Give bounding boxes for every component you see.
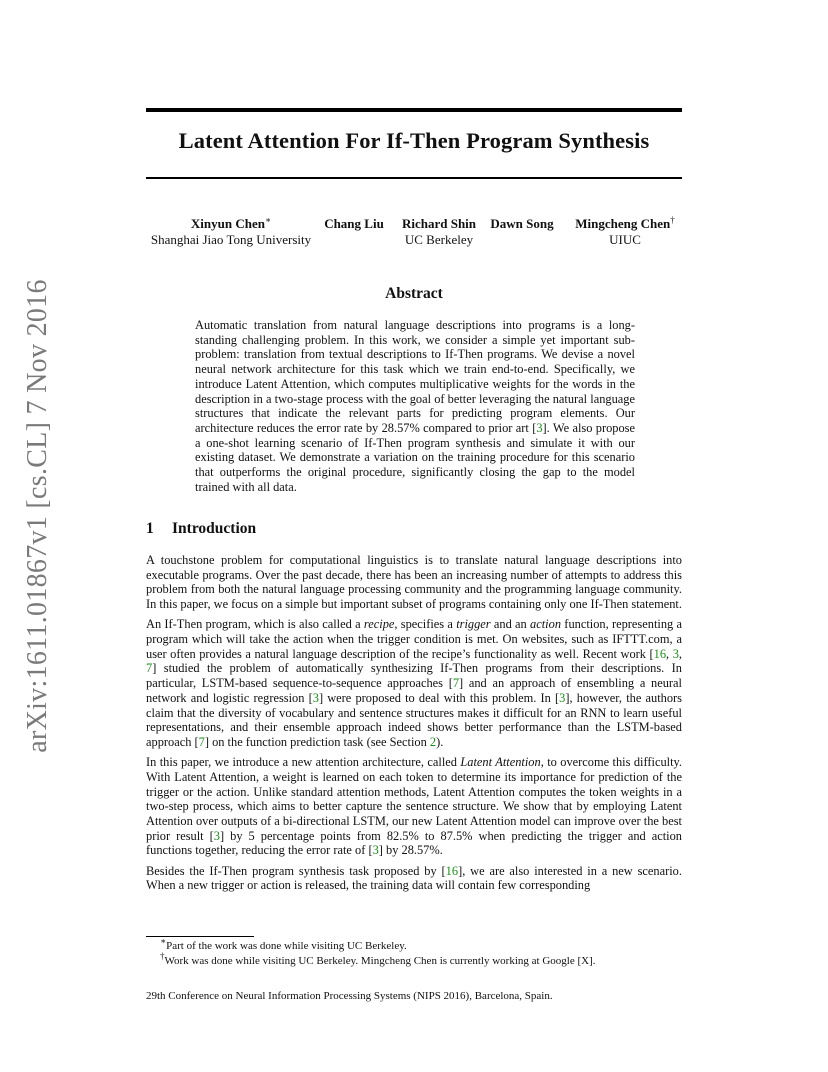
author-block-3 <box>395 216 483 248</box>
citation-link[interactable]: 7 <box>198 734 205 749</box>
abstract-heading: Abstract <box>385 285 443 302</box>
author-name: Chang Liu <box>324 216 384 231</box>
author-footnote-mark: † <box>670 215 675 225</box>
emphasis: trigger <box>456 617 491 632</box>
citation-link[interactable]: 3 <box>312 690 319 705</box>
author-name: Xinyun Chen∗ <box>190 215 272 231</box>
citation-link[interactable]: 7 <box>452 676 460 691</box>
emphasis: recipe <box>363 617 395 632</box>
venue-footer: 29th Conference on Neural Information Processing Systems (NIPS 2016), Barcelona, Spain. <box>146 990 553 1002</box>
section-title: Introduction <box>172 520 257 537</box>
author-affiliation: UIUC <box>609 232 641 247</box>
citation-link[interactable]: 7 <box>146 661 153 676</box>
section-heading-introduction <box>146 520 256 538</box>
author-footnote-mark: ∗ <box>264 215 272 225</box>
footnote-text: Work was done while visiting UC Berkeley. Mingcheng Chen is currently working at Google [X]. <box>164 955 596 967</box>
introduction-body <box>146 553 682 898</box>
citation-link[interactable]: 3 <box>372 843 379 858</box>
author-block-1 <box>140 216 322 248</box>
paragraph: Besides the If-Then program synthesis task proposed by [16], we are also interested in a new scenario. When a new trigger or action is released, the training data will contain few corresponding <box>146 863 682 893</box>
paragraph: An If-Then program, which is also called a recipe, specifies a trigger and an action function, representing a program which will take the action when the trigger condition is met. On websites, such as IFTTT.com, a user often provides a natural language description of the recipe’s functionality as well. Recent work [16, 3, 7] studied the problem of automatically synthesizing If-Then programs from their descriptions. In particular, LSTM-based sequence-to-sequence approaches [7] and an approach of ensembling a neural network and logistic regression [3] were proposed to deal with this problem. In [3], however, the authors claim that the diversity of vocabulary and sentence structures makes it difficult for an RNN to learn useful representations, and their ensemble approach indeed shows better performance than the LSTM-based approach [7] on the function prediction task (see Section 2). <box>146 617 683 749</box>
footnote-2 <box>160 951 596 968</box>
title-top-rule <box>146 108 682 112</box>
author-block-2 <box>321 216 387 232</box>
paragraph: A touchstone problem for computational linguistics is to translate natural language descriptions into executable programs. Over the past decade, there has been an increasing number of attempts to address this problem from both the natural language processing community and the programming language community. In this paper, we focus on a simple but important subset of programs containing only one If-Then statement. <box>146 553 682 612</box>
citation-link[interactable]: 3 <box>213 828 220 843</box>
section-reference-link[interactable]: 2 <box>429 734 437 749</box>
citation-link[interactable]: 16 <box>445 863 459 878</box>
author-block-4 <box>486 216 558 232</box>
author-affiliation: Shanghai Jiao Tong University <box>150 232 312 247</box>
emphasis: Latent Attention <box>460 755 541 770</box>
arxiv-identifier-text: arXiv:1611.01867v1 [cs.CL] 7 Nov 2016 <box>22 279 53 753</box>
citation-link[interactable]: 3 <box>536 420 543 435</box>
footnote-text: Part of the work was done while visiting UC Berkeley. <box>166 940 407 952</box>
author-name: Richard Shin <box>401 216 477 231</box>
section-number: 1 <box>146 520 154 537</box>
citation-link[interactable]: 3 <box>672 646 679 661</box>
abstract-text: Automatic translation from natural language descriptions into programs is a long-standing challenging problem. In this work, we consider a simple yet important sub-problem: translation from textual descriptions to If-Then programs. We devise a novel neural network architecture for this task which we train end-to-end. Specifically, we introduce Latent Attention, which computes multiplicative weights for the words in the description in a two-stage process with the goal of better leveraging the natural language structures that indicate the relevant parts for predicting program elements. Our architecture reduces the error rate by 28.57% compared to prior art [3]. We also propose a one-shot learning scenario of If-Then program synthesis and simulate it with our existing dataset. We demonstrate a variation on the training procedure for this scenario that outperforms the original procedure, significantly closing the gap to the model trained with all data. <box>195 318 635 494</box>
paper-title: Latent Attention For If-Then Program Synthesis <box>178 128 650 153</box>
citation-link[interactable]: 3 <box>559 690 566 705</box>
citation-link[interactable]: 16 <box>653 646 667 661</box>
footnote-1 <box>160 936 407 953</box>
paragraph: In this paper, we introduce a new attention architecture, called Latent Attention, to overcome this difficulty. With Latent Attention, a weight is learned on each token to determine its importance for prediction of the trigger or the action. Unlike standard attention methods, Latent Attention computes the token weights in a two-step process, which aims to better capture the sentence structure. We show that by employing Latent Attention over outputs of a bi-directional LSTM, our new Latent Attention model can improve over the best prior result [3] by 5 percentage points from 82.5% to 87.5% when predicting the trigger and action functions together, reducing the error rate of [3] by 28.57%. <box>146 755 683 858</box>
footnote-mark: ∗ <box>160 936 167 946</box>
author-block-5 <box>566 216 684 248</box>
author-name: Dawn Song <box>490 216 554 231</box>
author-name: Mingcheng Chen† <box>575 215 675 231</box>
title-bottom-rule <box>146 177 682 179</box>
author-affiliation: UC Berkeley <box>404 232 474 247</box>
footnote-mark: † <box>160 951 165 961</box>
emphasis: action <box>530 617 562 632</box>
